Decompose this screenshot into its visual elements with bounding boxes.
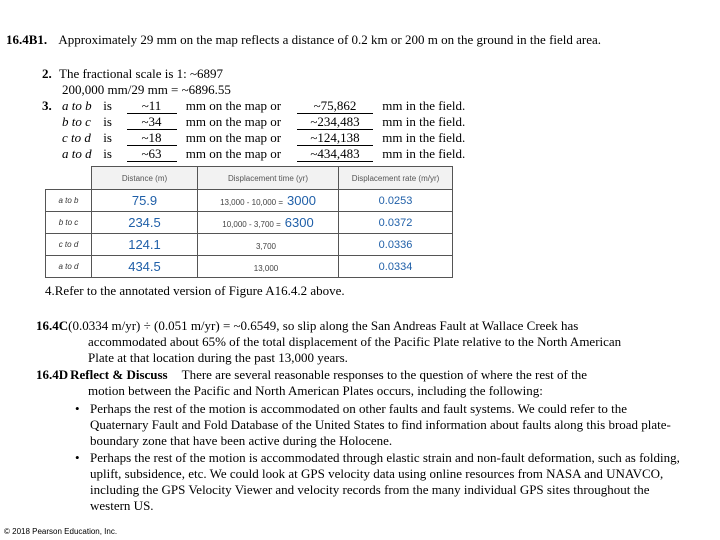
table-row [46, 256, 453, 278]
table-corner [46, 167, 92, 190]
time-cell [198, 190, 339, 212]
question-2-line2: 200,000 mm/29 mm = ~6896.55 [62, 82, 231, 97]
scale-row-a-b [62, 98, 465, 114]
row-label: b to c [46, 212, 92, 234]
answer-c-text: (0.0334 m/yr) ÷ (0.051 m/yr) = ~0.6549, so slip along the San Andreas Fault at Wallace Creek has [68, 318, 579, 333]
distance-cell: 124.1 [92, 234, 198, 256]
table-row [46, 190, 453, 212]
rate-cell: 0.0372 [339, 212, 453, 234]
field-mm-value: ~434,483 [297, 147, 373, 162]
question-4: 4.Refer to the annotated version of Figure A16.4.2 above. [45, 283, 345, 298]
list-item: • Perhaps the rest of the motion is accommodated on other faults and fault systems. We could refer to the Quaternary Fault and Fold Database of the United States to find information about faults along this broad plate-boundary zone that have been active during the Holocene. [75, 401, 685, 450]
map-mm-value: ~63 [127, 147, 177, 162]
field-mm-value: ~75,862 [297, 99, 373, 114]
question-b1-text: Approximately 29 mm on the map reflects a distance of 0.2 km or 200 m on the ground in the field area. [58, 32, 602, 47]
field-text: mm in the field. [382, 98, 466, 113]
table-row [46, 234, 453, 256]
map-text: mm on the map or [185, 114, 282, 129]
rate-cell: 0.0253 [339, 190, 453, 212]
answer-d-bullets [75, 401, 685, 514]
segment-label: c to d [62, 130, 91, 145]
time-text: 10,000 - 3,700 = [222, 220, 281, 229]
time-text: 13,000 - 10,000 = [220, 198, 284, 207]
segment-label: a to b [62, 98, 92, 113]
rate-cell: 0.0334 [339, 256, 453, 278]
row-label: a to b [46, 190, 92, 212]
scale-row-c-d [62, 130, 465, 146]
map-mm-value: ~11 [127, 99, 177, 114]
segment-label: a to d [62, 146, 92, 161]
distance-cell: 434.5 [92, 256, 198, 278]
rate-cell: 0.0336 [339, 234, 453, 256]
answer-d-line2: motion between the Pacific and North American Plates occurs, including the following: [88, 383, 543, 398]
time-text: 13,000 [253, 264, 279, 273]
answer-d-text: There are several reasonable responses to the question of where the rest of the [181, 367, 587, 382]
answer-d-heading: Reflect & Discuss [70, 367, 168, 382]
time-cell [198, 256, 339, 278]
field-mm-value: ~234,483 [297, 115, 373, 130]
distance-cell: 75.9 [92, 190, 198, 212]
answer-c-line1 [36, 318, 578, 334]
is-text: is [103, 114, 112, 129]
question-2 [42, 66, 223, 82]
time-cell [198, 212, 339, 234]
is-text: is [103, 146, 112, 161]
map-mm-value: ~34 [127, 115, 177, 130]
question-3-number: 3. [42, 98, 52, 113]
question-b1-number: 16.4B1. [6, 32, 48, 47]
time-text: 3,700 [255, 242, 277, 251]
map-mm-value: ~18 [127, 131, 177, 146]
scale-row-a-d [62, 146, 465, 162]
displacement-table [45, 166, 453, 278]
row-label: c to d [46, 234, 92, 256]
header-rate: Displacement rate (m/yr) [339, 167, 453, 190]
field-text: mm in the field. [382, 146, 466, 161]
question-2-line1: The fractional scale is 1: ~6897 [59, 66, 224, 81]
answer-c-number: 16.4C [36, 318, 69, 333]
time-value: 6300 [284, 215, 314, 230]
scale-row-b-c [62, 114, 465, 130]
question-b1 [6, 32, 601, 48]
table-row [46, 212, 453, 234]
is-text: is [103, 130, 112, 145]
map-text: mm on the map or [185, 146, 282, 161]
is-text: is [103, 98, 112, 113]
answer-d-line1 [36, 367, 587, 383]
copyright: © 2018 Pearson Education, Inc. [4, 527, 118, 536]
list-item: • Perhaps the rest of the motion is accommodated through elastic strain and non-fault deformation, such as folding, uplift, subsidence, etc. We could look at GPS velocity data using online resources from NASA and UNAVCO, including the GPS Velocity Viewer and velocity records from the many individual GPS sites throughout the western US. [75, 450, 685, 515]
answer-c-line2: accommodated about 65% of the total displacement of the Pacific Plate relative to the North American [88, 334, 622, 349]
answer-d-number: 16.4D [36, 367, 69, 382]
map-text: mm on the map or [185, 130, 282, 145]
field-text: mm in the field. [382, 130, 466, 145]
time-cell [198, 234, 339, 256]
time-value: 3000 [287, 193, 316, 208]
table-header-row [46, 167, 453, 190]
answer-c-line3: Plate at that location during the past 13,000 years. [88, 350, 348, 365]
segment-label: b to c [62, 114, 91, 129]
distance-cell: 234.5 [92, 212, 198, 234]
field-text: mm in the field. [382, 114, 466, 129]
map-text: mm on the map or [185, 98, 282, 113]
row-label: a to d [46, 256, 92, 278]
field-mm-value: ~124,138 [297, 131, 373, 146]
header-distance: Distance (m) [92, 167, 198, 190]
header-time: Displacement time (yr) [198, 167, 339, 190]
question-2-number: 2. [42, 66, 52, 81]
